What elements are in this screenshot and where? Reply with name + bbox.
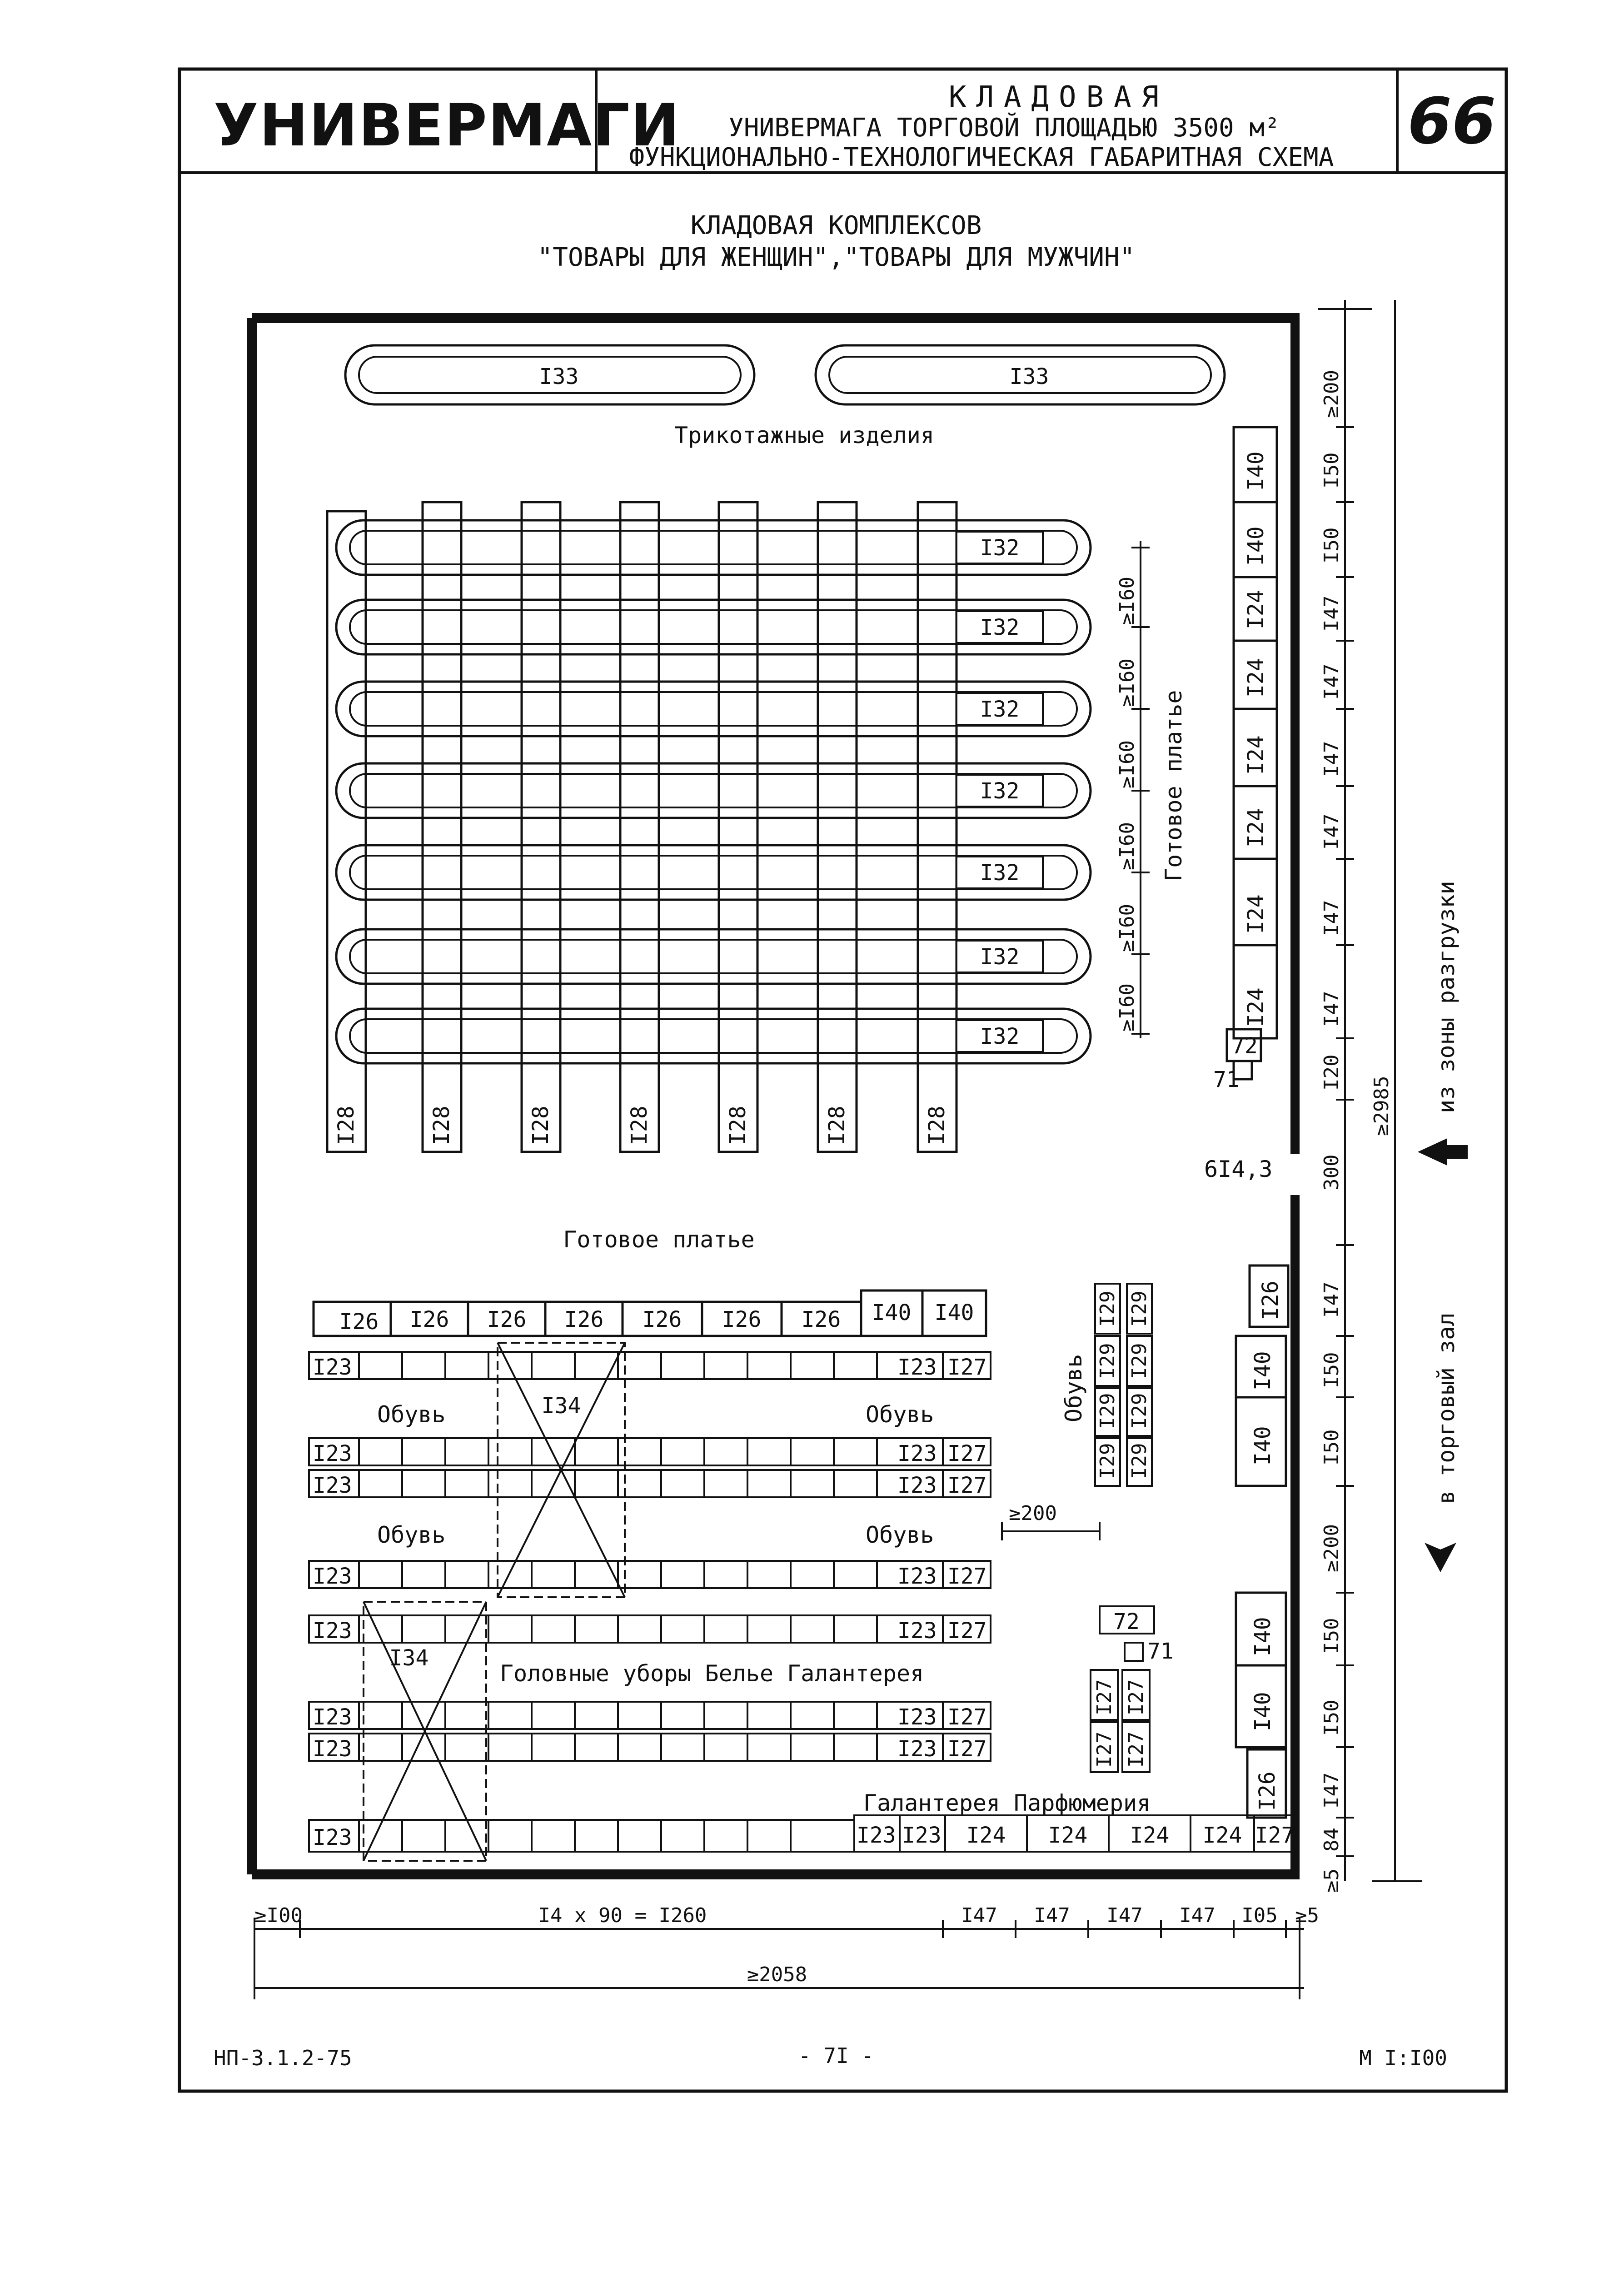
label-I23: I23 [897,1618,937,1644]
label-I29: I29 [1096,1343,1119,1379]
label-I29: I29 [1128,1290,1151,1327]
label-I26: I26 [339,1309,379,1335]
label-I32: I32 [980,944,1020,970]
dim-right-18: 84 [1320,1828,1343,1852]
caption-to-sales-hall: в торговый зал [1433,1312,1460,1504]
label-I24: I24 [1243,658,1269,698]
label-I23: I23 [313,1473,352,1498]
label-I32: I32 [980,778,1020,804]
label-I23: I23 [313,1825,352,1850]
label-I24: I24 [1243,894,1269,934]
label-I26: I26 [487,1307,527,1332]
label-I34: I34 [541,1393,581,1419]
dim-right-5: I47 [1320,741,1343,777]
label-I32: I32 [980,860,1020,886]
dim-right-3: I47 [1320,595,1343,632]
dim-bottom-7: ≥5 [1295,1904,1319,1927]
area-knitwear: Трикотажные изделия [674,422,934,448]
dim-right-0: ≥200 [1320,370,1343,418]
label-I26: I26 [722,1307,762,1332]
rack-I28 [327,511,366,1152]
label-I40: I40 [1250,1351,1275,1390]
label-I32: I32 [980,697,1020,722]
label-I40: I40 [1250,1426,1275,1465]
dim-right-12: I50 [1320,1352,1343,1388]
right-lower-labels [1250,1280,1283,1811]
footer-scale: М I:I00 [1359,2046,1447,2070]
dim-bottom-3: I47 [1034,1904,1070,1927]
label-I24: I24 [1243,808,1269,847]
dim-bottom-0: ≥I00 [254,1904,303,1927]
lower-area-labels [377,1354,1151,1816]
label-I23: I23 [857,1823,896,1848]
label-I27: I27 [947,1355,987,1380]
dim-right-8: I47 [1320,991,1343,1027]
label-I40: I40 [1243,451,1269,491]
area-shoes: Обувь [866,1522,934,1548]
shelving-row [309,1438,991,1465]
dim-160: ≥I60 [1116,577,1139,625]
label-I40: I40 [1250,1692,1275,1731]
label-I23: I23 [313,1564,352,1589]
label-I29: I29 [1128,1343,1151,1379]
arrow-to-sales-hall [1425,1500,1456,1572]
right-upper-labels [1213,451,1269,1092]
label-I27: I27 [1093,1731,1116,1768]
label-I23: I23 [897,1473,937,1498]
label-I40: I40 [934,1300,974,1325]
area-shoes: Обувь [377,1401,446,1428]
label-72: 72 [1231,1033,1258,1059]
dim-right-19: ≥5 [1320,1868,1343,1893]
header-line3: ФУНКЦИОНАЛЬНО-ТЕХНОЛОГИЧЕСКАЯ ГАБАРИТНАЯ СХЕМА [629,143,1334,172]
dim-bottom-5: I47 [1179,1904,1216,1927]
label-I24: I24 [1130,1823,1170,1848]
label-I26: I26 [564,1307,604,1332]
label-I26: I26 [1255,1771,1280,1811]
label-I23: I23 [313,1704,352,1730]
shelving-row [309,1615,991,1643]
label-I27: I27 [947,1704,987,1730]
header-line1: КЛАДОВАЯ [948,80,1169,114]
label-I29: I29 [1096,1290,1119,1327]
dim-right-13: I50 [1320,1429,1343,1465]
area-shoes: Обувь [377,1522,446,1548]
label-I29: I29 [1096,1443,1119,1479]
label-I24: I24 [1202,1823,1242,1848]
label-I27: I27 [947,1618,987,1644]
zone-I34-lower [364,1602,486,1861]
dim-right-15: I50 [1320,1618,1343,1654]
label-I28: I28 [528,1106,553,1145]
dim-bottom-6: I05 [1241,1904,1278,1927]
bottom-dimension-lines [254,1918,1304,1999]
dim-right-7: I47 [1320,900,1343,936]
title-line1: КЛАДОВАЯ КОМПЛЕКСОВ [690,211,982,240]
dim-bottom-4: I47 [1106,1904,1143,1927]
label-I27: I27 [947,1441,987,1466]
dim-total-bottom: ≥2058 [747,1963,807,1986]
dim-right-4: I47 [1320,663,1343,700]
label-I28: I28 [924,1106,950,1145]
arrow-from-unloading [1418,1138,1468,1166]
label-I40: I40 [872,1300,912,1325]
area-ready-dress-vertical: Готовое платье [1161,690,1187,882]
label-I23: I23 [897,1736,937,1762]
dim-200: ≥200 [1009,1502,1057,1525]
label-I24: I24 [1048,1823,1088,1848]
right-dimension-labels [1320,370,1393,1893]
label-I27: I27 [947,1564,987,1589]
label-I23: I23 [313,1618,352,1644]
label-I26: I26 [801,1307,841,1332]
label-I27: I27 [1255,1823,1295,1848]
frame [179,69,1506,2091]
label-I24: I24 [966,1823,1006,1848]
label-71: 71 [1147,1639,1174,1664]
label-I33: I33 [1009,364,1049,389]
label-I23: I23 [313,1736,352,1762]
area-label-6143: 6I4,3 [1204,1156,1273,1182]
caption-from-unloading: из зоны разгрузки [1433,881,1460,1113]
right-lower-stack [1236,1266,1288,1818]
rack-I33-left [345,345,754,404]
dim-160: ≥I60 [1116,904,1139,952]
dim-right-2: I50 [1320,527,1343,563]
area-haberdashery-perfumery: Галантерея Парфюмерия [863,1790,1151,1816]
cluster-I29-labels [1096,1291,1151,1479]
title-line2: "ТОВАРЫ ДЛЯ ЖЕНЩИН","ТОВАРЫ ДЛЯ МУЖЧИН" [537,243,1135,272]
label-I27: I27 [1125,1679,1148,1715]
room-walls [252,318,1300,1874]
dim-right-9: I20 [1320,1054,1343,1091]
bottom-dimension-labels [254,1904,1319,1986]
label-I27: I27 [1125,1731,1148,1768]
label-I24: I24 [1243,735,1269,775]
label-I23: I23 [897,1704,937,1730]
shelving-row [309,1561,991,1588]
label-I28: I28 [334,1106,359,1145]
label-I28: I28 [725,1106,751,1145]
area-ready-dress: Готовое платье [563,1226,755,1253]
label-I27: I27 [947,1473,987,1498]
label-I23: I23 [897,1564,937,1589]
area-shoes: Обувь [866,1401,934,1428]
logo: УНИВЕРМАГИ [214,92,680,159]
label-I40: I40 [1243,526,1269,566]
label-I28: I28 [429,1106,454,1145]
dim-160: ≥I60 [1116,983,1139,1031]
label-I26: I26 [1258,1280,1283,1320]
dim-160: ≥I60 [1116,822,1139,870]
label-I24: I24 [1243,590,1269,629]
dim-total-right: ≥2985 [1370,1076,1393,1136]
label-I34: I34 [389,1645,429,1671]
label-I23: I23 [897,1441,937,1466]
label-I33: I33 [539,364,579,389]
dim-right-14: ≥200 [1320,1524,1343,1572]
footer-code: НП-3.1.2-75 [214,2046,352,2070]
label-I23: I23 [313,1441,352,1466]
footer-page: - 7I - [798,2043,874,2068]
sheet-number: 66 [1407,85,1496,159]
shelving-row [309,1734,991,1761]
shelving-row [309,1702,991,1729]
dim-bottom-1: I4 x 90 = I260 [538,1904,707,1927]
label-71: 71 [1213,1067,1240,1092]
label-I26: I26 [409,1307,449,1332]
header-line2: УНИВЕРМАГА ТОРГОВОЙ ПЛОЩАДЬЮ 3500 м² [728,113,1280,143]
label-I28: I28 [824,1106,850,1145]
row-I26-labels [339,1300,974,1335]
dim-160: ≥I60 [1116,658,1139,707]
label-I32: I32 [980,1024,1020,1049]
label-I27: I27 [947,1736,987,1762]
label-72: 72 [1113,1609,1140,1634]
label-I29: I29 [1128,1443,1151,1479]
dim-160: ≥I60 [1116,740,1139,788]
label-I23: I23 [897,1355,937,1380]
dim-right-16: I50 [1320,1699,1343,1736]
label-I32: I32 [980,535,1020,561]
rack-I33-right [816,345,1225,404]
label-I23: I23 [313,1355,352,1380]
dim-right-6: I47 [1320,813,1343,850]
label-I28: I28 [627,1106,652,1145]
dim-right-10: 300 [1320,1154,1343,1191]
label-I23: I23 [902,1823,942,1848]
label-I40: I40 [1250,1617,1275,1656]
shelving-row [309,1470,991,1497]
label-I29: I29 [1096,1393,1119,1429]
dim-bottom-2: I47 [961,1904,997,1927]
label-I29: I29 [1128,1393,1151,1429]
dimension-labels-160 [1116,577,1139,1031]
dim-right-17: I47 [1320,1772,1343,1809]
label-I26: I26 [642,1307,682,1332]
dimension-200-horizontal [1002,1522,1100,1540]
shelving-row [309,1352,991,1379]
label-I27: I27 [1093,1679,1116,1715]
label-I32: I32 [980,615,1020,640]
dim-right-1: I50 [1320,452,1343,488]
label-I24: I24 [1243,987,1269,1027]
area-shoes-vertical: Обувь [1061,1354,1087,1422]
area-hats-linen-haberdashery: Головные уборы Белье Галантерея [500,1660,924,1687]
dim-right-11: I47 [1320,1281,1343,1318]
